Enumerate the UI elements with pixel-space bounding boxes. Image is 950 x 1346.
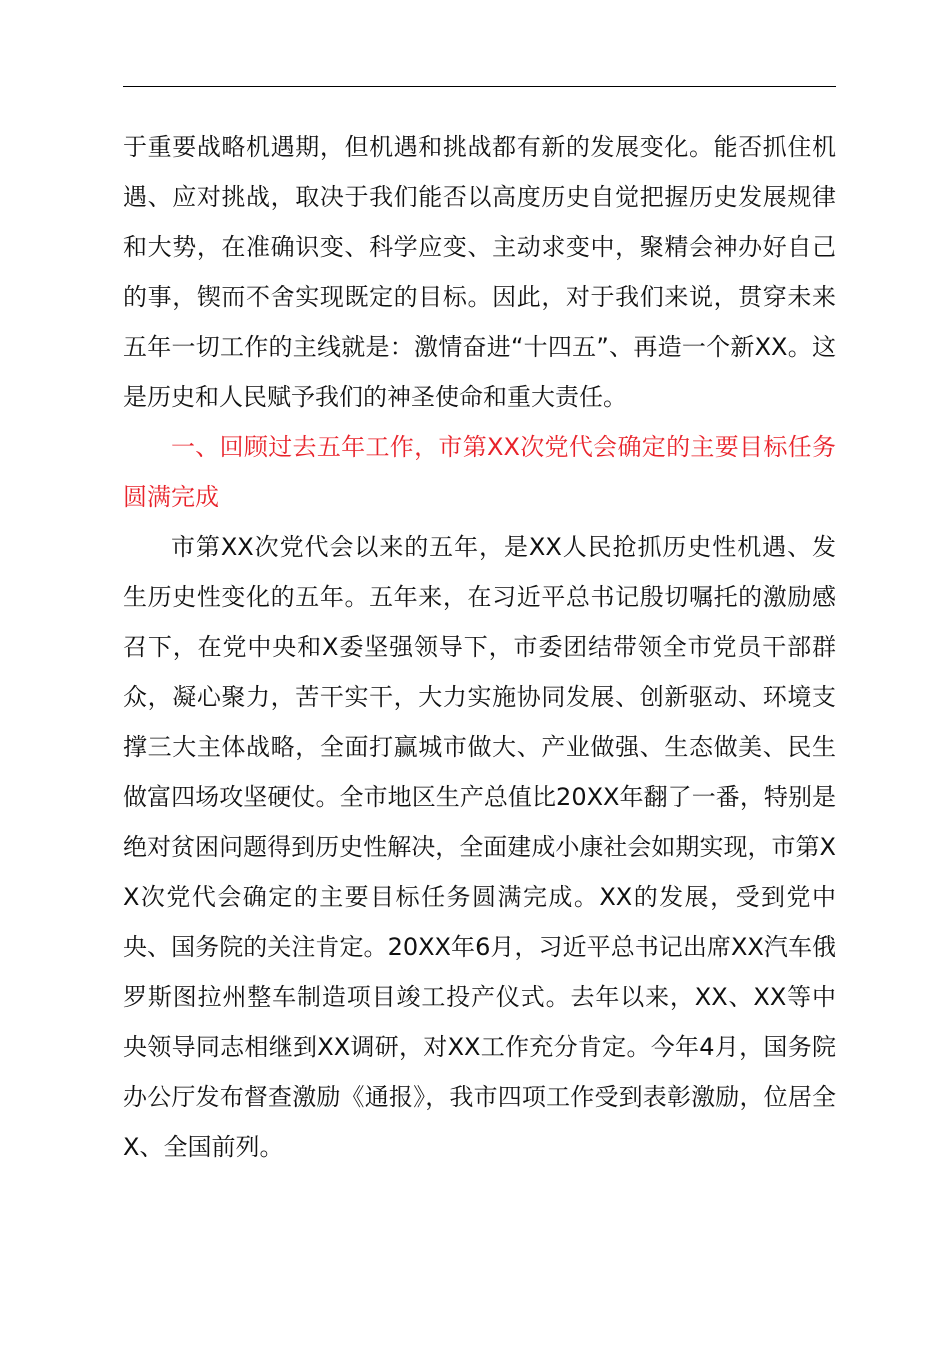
document-body (123, 122, 836, 1172)
header-rule (123, 86, 836, 87)
paragraph-review: 市第XX次党代会以来的五年，是XX人民抢抓历史性机遇、发生历史性变化的五年。五年来，在习近平总书记殷切嘱托的激励感召下，在党中央和X委坚强领导下，市委团结带领全市党员干部群众，凝心聚力，苦干实干，大力实施协同发展、创新驱动、环境支撑三大主体战略，全面打赢城市做大、产业做强、生态做美、民生做富四场攻坚硬仗。全市地区生产总值比20XX年翻了一番，特别是绝对贫困问题得到历史性解决，全面建成小康社会如期实现，市第XX次党代会确定的主要目标任务圆满完成。XX的发展，受到党中央、国务院的关注肯定。20XX年6月，习近平总书记出席XX汽车俄罗斯图拉州整车制造项目竣工投产仪式。去年以来，XX、XX等中央领导同志相继到XX调研，对XX工作充分肯定。今年4月，国务院办公厅发布督查激励《通报》，我市四项工作受到表彰激励，位居全X、全国前列。 (123, 533, 836, 1161)
section-heading: 一、回顾过去五年工作，市第XX次党代会确定的主要目标任务圆满完成 (123, 433, 836, 511)
paragraph-continuation: 于重要战略机遇期，但机遇和挑战都有新的发展变化。能否抓住机遇、应对挑战，取决于我们能否以高度历史自觉把握历史发展规律和大势，在准确识变、科学应变、主动求变中，聚精会神办好自己的事，锲而不舍实现既定的目标。因此，对于我们来说，贯穿未来五年一切工作的主线就是：激情奋进“十四五”、再造一个新XX。这是历史和人民赋予我们的神圣使命和重大责任。 (123, 133, 836, 411)
